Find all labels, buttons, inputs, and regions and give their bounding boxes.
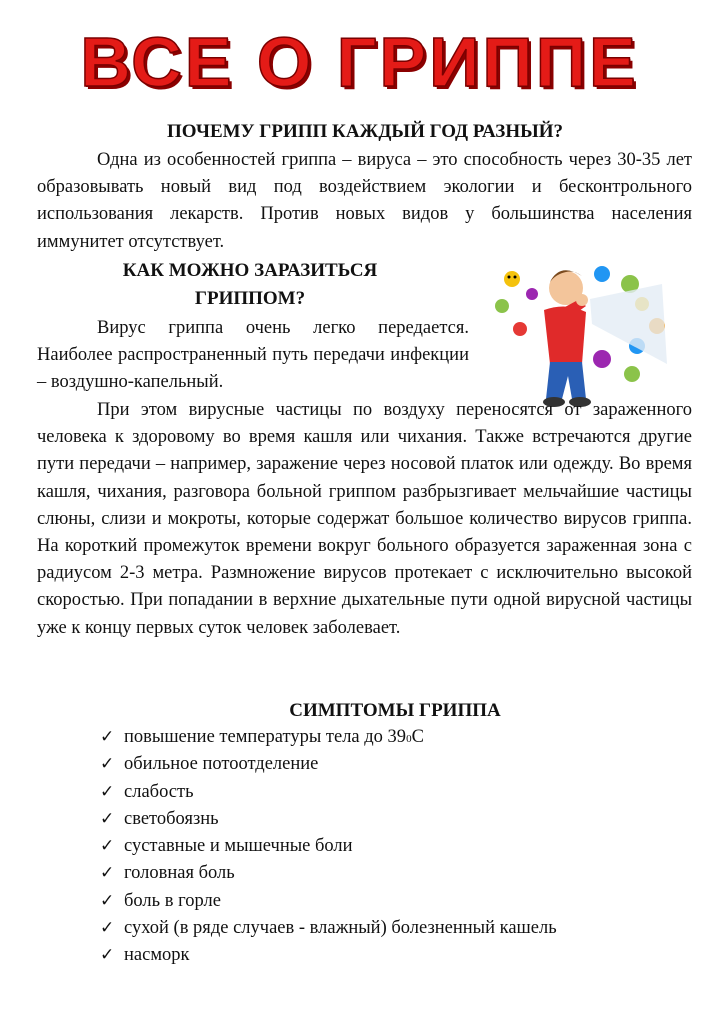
check-mark-icon: ✓ bbox=[100, 918, 115, 939]
list-item: ✓ насморк bbox=[100, 942, 557, 969]
list-item: ✓ обильное потоотделение bbox=[100, 751, 557, 778]
paragraph-why-flu-differs: Одна из особенностей гриппа – вируса – это способность через 30-35 лет образовывать новый вид под воздействием экологии и бесконтрольного использования лекарств. Против новых видов у большинства населения иммунитет отсутствует. bbox=[37, 150, 692, 252]
list-item: ✓ сухой (в ряде случаев - влажный) болезненный кашель bbox=[100, 915, 557, 942]
paragraph-airborne-spread: При этом вирусные частицы по воздуху переносятся от зараженного человека к здоровому во время кашля или чихания. Также встречаются другие пути передачи – например, заражение через носовой платок или одежду. Во время кашля, чихания, разговора больной гриппом разбрызгивает мельчайшие частицы слюны, слизи и мокроты, которые содержат большое количество вирусов гриппа. На короткий промежуток времени вокруг больного образуется зараженная зона с радиусом 2-3 метра. Размножение вирусов протекает с исключительно высокой скоростью. При попадании в верхние дыхательные пути одной вирусной частицы уже к концу первых суток человек заболевает. bbox=[37, 400, 692, 638]
list-item: ✓ светобоязнь bbox=[100, 806, 557, 833]
symptom-list bbox=[100, 724, 557, 970]
check-mark-icon: ✓ bbox=[100, 945, 115, 966]
heading-how-infected-line1: КАК МОЖНО ЗАРАЗИТЬСЯ bbox=[122, 260, 378, 281]
check-mark-icon: ✓ bbox=[100, 863, 115, 884]
check-mark-icon: ✓ bbox=[100, 890, 115, 911]
heading-symptoms: СИМПТОМЫ ГРИППА bbox=[289, 700, 501, 721]
list-item: ✓ повышение температуры тела до 39 0 С bbox=[100, 724, 557, 751]
list-item: ✓ боль в горле bbox=[100, 888, 557, 915]
check-mark-icon: ✓ bbox=[100, 781, 115, 802]
list-item: ✓ головная боль bbox=[100, 860, 557, 887]
heading-why-flu-differs: ПОЧЕМУ ГРИПП КАЖДЫЙ ГОД РАЗНЫЙ? bbox=[166, 121, 564, 142]
check-mark-icon: ✓ bbox=[100, 808, 115, 829]
paragraph-virus-transmission: Вирус гриппа очень легко передается. Наиболее распространенный путь передачи инфекции – воздушно-капельный. bbox=[37, 318, 469, 393]
list-item: ✓ слабость bbox=[100, 779, 557, 806]
check-mark-icon: ✓ bbox=[100, 836, 115, 857]
heading-how-infected-line2: ГРИППОМ? bbox=[194, 288, 306, 309]
check-mark-icon: ✓ bbox=[100, 727, 115, 747]
sneezing-boy-illustration bbox=[482, 254, 682, 414]
page-title: ВСЕ О ГРИППЕ bbox=[80, 23, 639, 101]
list-item: ✓ суставные и мышечные боли bbox=[100, 833, 557, 860]
check-mark-icon: ✓ bbox=[100, 754, 115, 775]
paragraph-airborne-spread-wrap bbox=[37, 397, 692, 642]
